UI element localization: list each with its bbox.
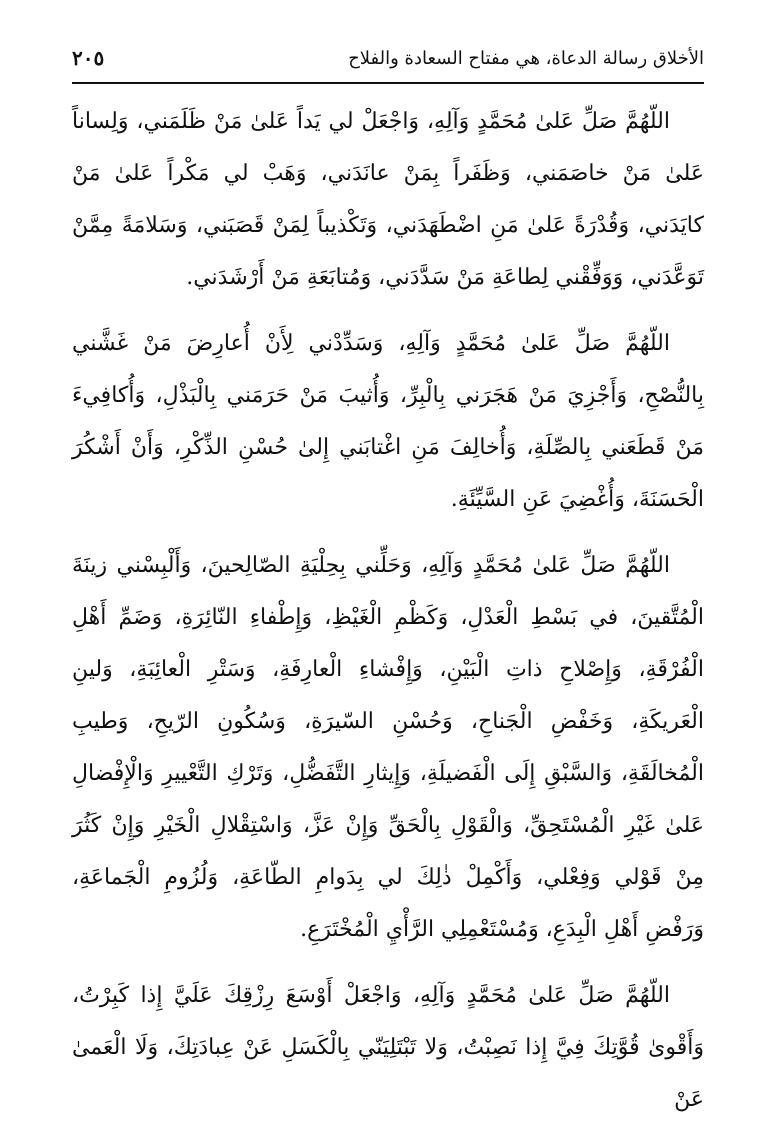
- page-number: ٢٠٥: [72, 46, 105, 70]
- page-header: [72, 38, 704, 78]
- body-text: [72, 96, 704, 1140]
- running-head: الأخلاق رسالة الدعاة، هي مفتاح السعادة والفلاح: [348, 47, 704, 69]
- header-rule: [72, 82, 704, 84]
- paragraph-2: اللّهُمَّ صَلِّ عَلىٰ مُحَمَّدٍ وَآلِهِ، وَسَدِّدْني لِأَنْ أُعارِضَ مَنْ غَشَّني بِالنُّصْحِ، وَأَجْزِيَ مَنْ هَجَرَني بِالْبِرِّ، وَأُثيبَ مَنْ حَرَمَني بِالْبَذْلِ، وَأُكافِيءَ مَنْ قَطَعَني بِالصِّلَةِ، وَأُخالِفَ مَنِ اغْتابَني إِلىٰ حُسْنِ الذِّكْرِ، وَأَنْ أَشْكُرَ الْحَسَنَةَ، وَأُغْضِيَ عَنِ السَّيِّئَةِ.: [72, 331, 705, 512]
- paragraph-3: اللّهُمَّ صَلِّ عَلىٰ مُحَمَّدٍ وَآلِهِ، وَحَلِّني بِحِلْيَةِ الصّالِحينَ، وَأَلْبِسْني زينَةَ الْمُتَّقينَ، في بَسْطِ الْعَدْلِ، وَكَظْمِ الْغَيْظِ، وَإِطْفاءِ النّائِرَةِ، وَضَمِّ أَهْلِ الْفُرْقَةِ، وَإِصْلاحِ ذاتِ الْبَيْنِ، وَإِفْشاءِ الْعارِفَةِ، وَسَتْرِ الْعائِبَةِ، وَلينِ الْعَريكَةِ، وَخَفْضِ الْجَناحِ، وَحُسْنِ السّيرَةِ، وَسُكُونِ الرّيحِ، وَطيبِ الْمُخالَقَةِ، وَالسَّبْقِ إِلَى الْفَضيلَةِ، وَإِيثارِ التَّفَضُّلِ، وَتَرْكِ التَّعْييرِ وَالْإِفْضالِ عَلىٰ غَيْرِ الْمُسْتَحِقِّ، وَالْقَوْلِ بِالْحَقِّ وَإِنْ عَزَّ، وَاسْتِقْلالِ الْخَيْرِ وَإِنْ كَثُرَ مِنْ قَوْلي وَفِعْلي، وَأَكْمِلْ ذٰلِكَ لي بِدَوامِ الطّاعَةِ، وَلُزُومِ الْجَماعَةِ، وَرَفْضِ أَهْلِ الْبِدَعِ، وَمُسْتَعْمِلِي الرَّأْيِ الْمُخْتَرَعِ.: [72, 553, 704, 942]
- paragraph-1: اللّهُمَّ صَلِّ عَلىٰ مُحَمَّدٍ وَآلِهِ، وَاجْعَلْ لي يَداً عَلىٰ مَنْ ظَلَمَني، وَلِساناً عَلىٰ مَنْ خاصَمَني، وَظَفَراً بِمَنْ عانَدَني، وَهَبْ لي مَكْراً عَلىٰ مَنْ كايَدَني، وَقُدْرَةً عَلىٰ مَنِ اضْطَهَدَني، وَتَكْذيباً لِمَنْ قَصَبَني، وَسَلامَةً مِمَّنْ تَوَعَّدَني، وَوَفِّقْني لِطاعَةِ مَنْ سَدَّدَني، وَمُتابَعَةِ مَنْ أَرْشَدَني.: [72, 109, 704, 290]
- paragraph-4: اللّهُمَّ صَلِّ عَلىٰ مُحَمَّدٍ وَآلِهِ، وَاجْعَلْ أَوْسَعَ رِزْقِكَ عَلَيَّ إِذا كَبِرْتُ، وَأَقْوىٰ قُوَّتِكَ فِيَّ إِذا نَصِبْتُ، وَلا تَبْتَلِيَنّي بِالْكَسَلِ عَنْ عِبادَتِكَ، وَلَا الْعَمىٰ عَنْ: [72, 983, 704, 1112]
